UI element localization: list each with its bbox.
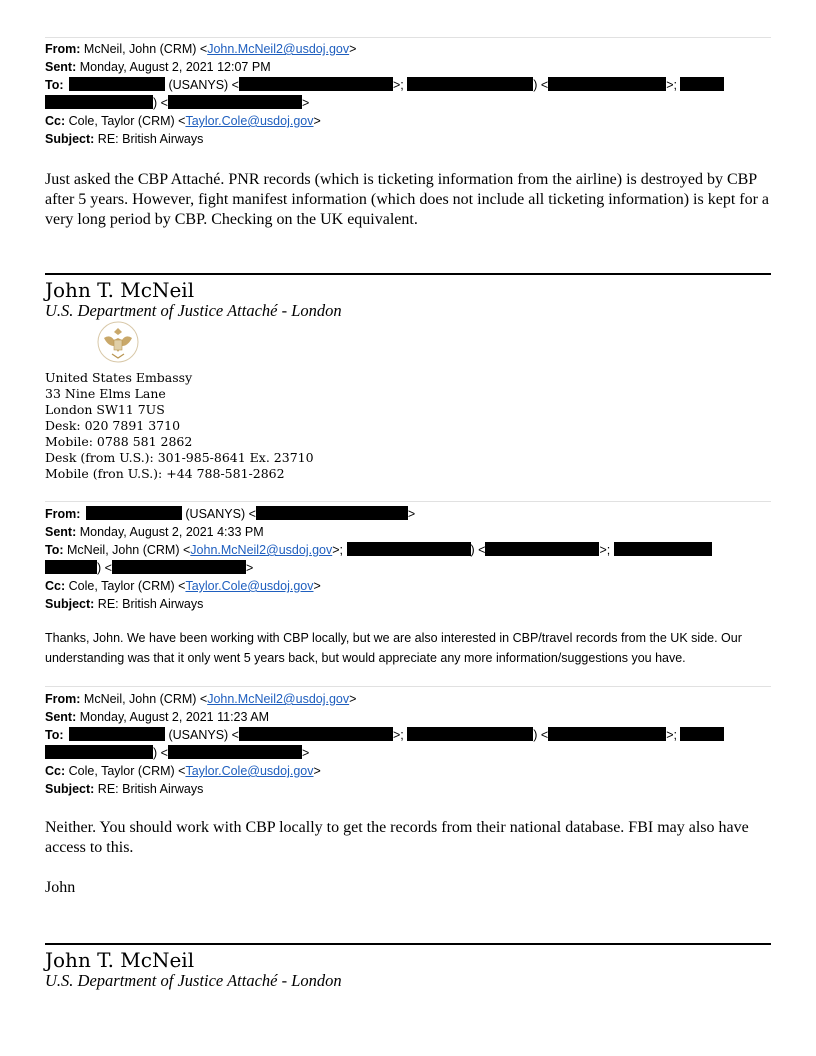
sent-value: Monday, August 2, 2021 12:07 PM (79, 60, 271, 74)
email1-to-line (45, 76, 724, 94)
address-line: London SW11 7US (45, 402, 165, 417)
email2-to-line-cont (45, 559, 253, 577)
punct: > (407, 507, 416, 521)
cc-email-link[interactable]: Taylor.Cole@usdoj.gov (185, 579, 314, 593)
redaction (680, 77, 724, 91)
divider (45, 37, 771, 38)
from-label: From: (45, 42, 81, 56)
redaction (69, 77, 165, 91)
to-label: To: (45, 728, 64, 742)
email3-sent-line (45, 708, 269, 726)
desk-phone-us: Desk (from U.S.): 301-985-8641 Ex. 23710 (45, 450, 314, 465)
email3-to-line (45, 726, 724, 744)
punct: > (245, 561, 254, 575)
mobile-phone-us: Mobile (fron U.S.): +44 788-581-2862 (45, 466, 285, 481)
email1-from-line (45, 40, 356, 58)
punct: >; (666, 728, 677, 742)
desk-phone: Desk: 020 7891 3710 (45, 418, 181, 433)
punct: ) < (533, 78, 549, 92)
redaction (69, 727, 165, 741)
embassy-seal-icon (96, 320, 140, 364)
email3-to-line-cont (45, 744, 309, 762)
email3-signoff: John (45, 879, 76, 896)
redaction (112, 560, 246, 574)
divider (45, 501, 771, 502)
punct: >; (666, 78, 677, 92)
punct: >; (393, 728, 404, 742)
email1-sent-line (45, 58, 271, 76)
email3-from-line (45, 690, 356, 708)
punct: ) < (470, 543, 486, 557)
redaction (485, 542, 599, 556)
punct: ) < (153, 746, 168, 760)
email2-cc-line (45, 577, 321, 595)
redaction (548, 77, 666, 91)
redaction (168, 95, 302, 109)
subject-value: RE: British Airways (97, 597, 204, 611)
address-line: United States Embassy (45, 370, 193, 385)
sent-value: Monday, August 2, 2021 11:23 AM (79, 710, 269, 724)
redaction (407, 727, 533, 741)
subject-value: RE: British Airways (97, 132, 204, 146)
sent-label: Sent: (45, 60, 77, 74)
sent-label: Sent: (45, 525, 77, 539)
redaction (45, 745, 153, 759)
email3-body: Neither. You should work with CBP locally to get the records from their national database. FBI may also have access to this. (45, 819, 749, 856)
from-label: From: (45, 692, 81, 706)
punct: > (301, 96, 310, 110)
punct: >; (393, 78, 404, 92)
signature-title: U.S. Department of Justice Attaché - London (45, 301, 342, 320)
redaction (45, 95, 153, 109)
punct: >; (599, 543, 611, 557)
cc-name: Cole, Taylor (CRM) < (68, 764, 186, 778)
subject-value: RE: British Airways (97, 782, 204, 796)
punct: > (313, 764, 321, 778)
cc-name: Cole, Taylor (CRM) < (68, 579, 186, 593)
redaction (86, 506, 182, 520)
divider (45, 686, 771, 687)
cc-email-link[interactable]: Taylor.Cole@usdoj.gov (185, 764, 314, 778)
email3-cc-line (45, 762, 321, 780)
mobile-phone: Mobile: 0788 581 2862 (45, 434, 193, 449)
redaction (239, 727, 393, 741)
punct: ) < (153, 96, 168, 110)
redaction (548, 727, 666, 741)
redaction (168, 745, 302, 759)
email2-subject-line (45, 595, 203, 613)
cc-label: Cc: (45, 764, 66, 778)
signature-address (45, 370, 314, 482)
punct: > (313, 579, 321, 593)
cc-label: Cc: (45, 114, 66, 128)
email2-from-line (45, 505, 415, 523)
to-text: (USANYS) < (168, 728, 239, 742)
subject-label: Subject: (45, 597, 95, 611)
redaction (407, 77, 533, 91)
redaction (45, 560, 97, 574)
signature-rule (45, 273, 771, 275)
signature-name: John T. McNeil (45, 948, 195, 972)
to-label: To: (45, 78, 64, 92)
from-name: McNeil, John (CRM) < (83, 692, 208, 706)
to-text: (USANYS) < (168, 78, 239, 92)
email1-to-line-cont (45, 94, 309, 112)
address-line: 33 Nine Elms Lane (45, 386, 166, 401)
from-label: From: (45, 507, 81, 521)
email3-subject-line (45, 780, 203, 798)
redaction (347, 542, 471, 556)
sent-value: Monday, August 2, 2021 4:33 PM (79, 525, 264, 539)
from-email-link[interactable]: John.McNeil2@usdoj.gov (207, 692, 350, 706)
redaction (256, 506, 408, 520)
email2-sent-line (45, 523, 264, 541)
cc-email-link[interactable]: Taylor.Cole@usdoj.gov (185, 114, 314, 128)
to-email-link[interactable]: John.McNeil2@usdoj.gov (190, 543, 333, 557)
email1-body: Just asked the CBP Attaché. PNR records (which is ticketing information from the airline) is destroyed by CBP after 5 years. However, fight manifest information (which does not include all ticketing information) is kept for a very long period by CBP. Checking on the UK equivalent. (45, 171, 770, 228)
from-name: McNeil, John (CRM) < (83, 42, 208, 56)
redaction (239, 77, 393, 91)
punct: > (301, 746, 310, 760)
signature-rule (45, 943, 771, 945)
punct: > (349, 42, 357, 56)
to-label: To: (45, 543, 64, 557)
signature-title: U.S. Department of Justice Attaché - London (45, 971, 342, 990)
subject-label: Subject: (45, 782, 95, 796)
punct: > (349, 692, 357, 706)
signature-name: John T. McNeil (45, 278, 195, 302)
subject-label: Subject: (45, 132, 95, 146)
email2-to-line (45, 541, 712, 559)
from-email-link[interactable]: John.McNeil2@usdoj.gov (207, 42, 350, 56)
from-text: (USANYS) < (185, 507, 256, 521)
redaction (614, 542, 712, 556)
punct: ) < (533, 728, 549, 742)
cc-label: Cc: (45, 579, 66, 593)
to-name: McNeil, John (CRM) < (67, 543, 191, 557)
email1-subject-line (45, 130, 203, 148)
punct: >; (332, 543, 344, 557)
redaction (680, 727, 724, 741)
email1-cc-line (45, 112, 321, 130)
cc-name: Cole, Taylor (CRM) < (68, 114, 186, 128)
punct: > (313, 114, 321, 128)
sent-label: Sent: (45, 710, 77, 724)
email2-body: Thanks, John. We have been working with CBP locally, but we are also interested in CBP/travel records from the UK side. Our understanding was that it only went 5 years back, but would appreciate any more information/suggestions you have. (45, 631, 742, 665)
punct: ) < (97, 561, 112, 575)
